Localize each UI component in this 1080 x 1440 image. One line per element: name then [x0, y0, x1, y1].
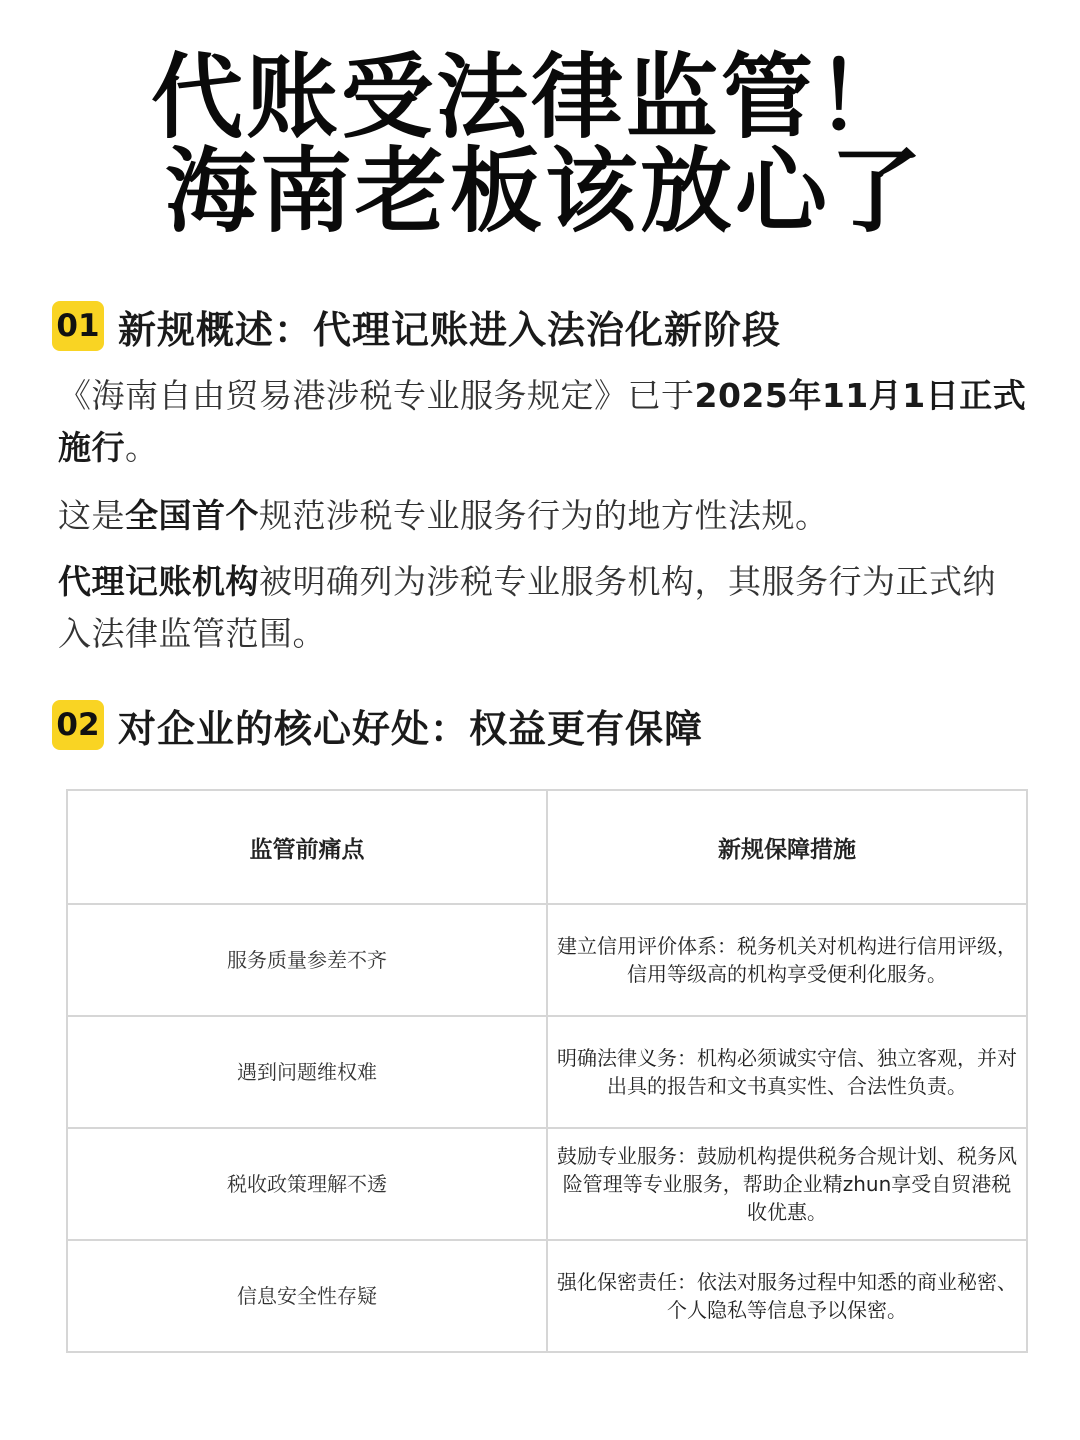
- table-row: [67, 1128, 1027, 1240]
- title-line-1: 代账受法律监管！: [150, 44, 911, 151]
- table-row: [67, 1240, 1027, 1352]
- section-2-number-badge: 02: [52, 700, 104, 750]
- paragraph-text: 。: [125, 428, 159, 467]
- measure-cell: 建立信用评价体系：税务机关对机构进行信用评级，信用等级高的机构享受便利化服务。: [547, 904, 1027, 1016]
- section-1-header: [52, 298, 781, 354]
- section-2-header: [52, 697, 703, 753]
- section-1-number-badge: 01: [52, 301, 104, 351]
- title-line-2: 海南老板该放心了: [164, 138, 925, 245]
- paragraph-emphasis: 2025年11月1日正式施行: [58, 376, 1027, 467]
- comparison-table: [66, 789, 1028, 1353]
- paragraph-text: 规范涉税专业服务行为的地方性法规。: [259, 496, 829, 535]
- table-row: [67, 904, 1027, 1016]
- paragraph-text: 被明确列为涉税专业服务机构，其服务行为正式纳入法律监管范围。: [58, 562, 996, 653]
- page-title: [0, 44, 1080, 245]
- pain-point-cell: 税收政策理解不透: [67, 1128, 547, 1240]
- measure-cell: 明确法律义务：机构必须诚实守信、独立客观，并对出具的报告和文书真实性、合法性负责。: [547, 1016, 1027, 1128]
- section-2-title: 对企业的核心好处：权益更有保障: [118, 706, 704, 751]
- paragraph-agency-scope: [58, 556, 1028, 660]
- paragraph-emphasis: 代理记账机构: [58, 562, 259, 601]
- measure-cell: 强化保密责任：依法对服务过程中知悉的商业秘密、个人隐私等信息予以保密。: [547, 1240, 1027, 1352]
- column-header-pain-points: 监管前痛点: [67, 790, 547, 904]
- pain-point-cell: 遇到问题维权难: [67, 1016, 547, 1128]
- section-1-title: 新规概述：代理记账进入法治化新阶段: [118, 307, 782, 352]
- column-header-measures: 新规保障措施: [547, 790, 1027, 904]
- measure-cell: 鼓励专业服务：鼓励机构提供税务合规计划、税务风险管理等专业服务，帮助企业精zhun享受自贸港税收优惠。: [547, 1128, 1027, 1240]
- paragraph-emphasis: 全国首个: [125, 496, 259, 535]
- paragraph-text: 《海南自由贸易港涉税专业服务规定》已于: [58, 376, 695, 415]
- paragraph-first-in-nation: [58, 490, 1028, 542]
- table-header-row: [67, 790, 1027, 904]
- pain-point-cell: 服务质量参差不齐: [67, 904, 547, 1016]
- paragraph-effective-date: [58, 370, 1028, 474]
- paragraph-text: 这是: [58, 496, 125, 535]
- table-row: [67, 1016, 1027, 1128]
- pain-point-cell: 信息安全性存疑: [67, 1240, 547, 1352]
